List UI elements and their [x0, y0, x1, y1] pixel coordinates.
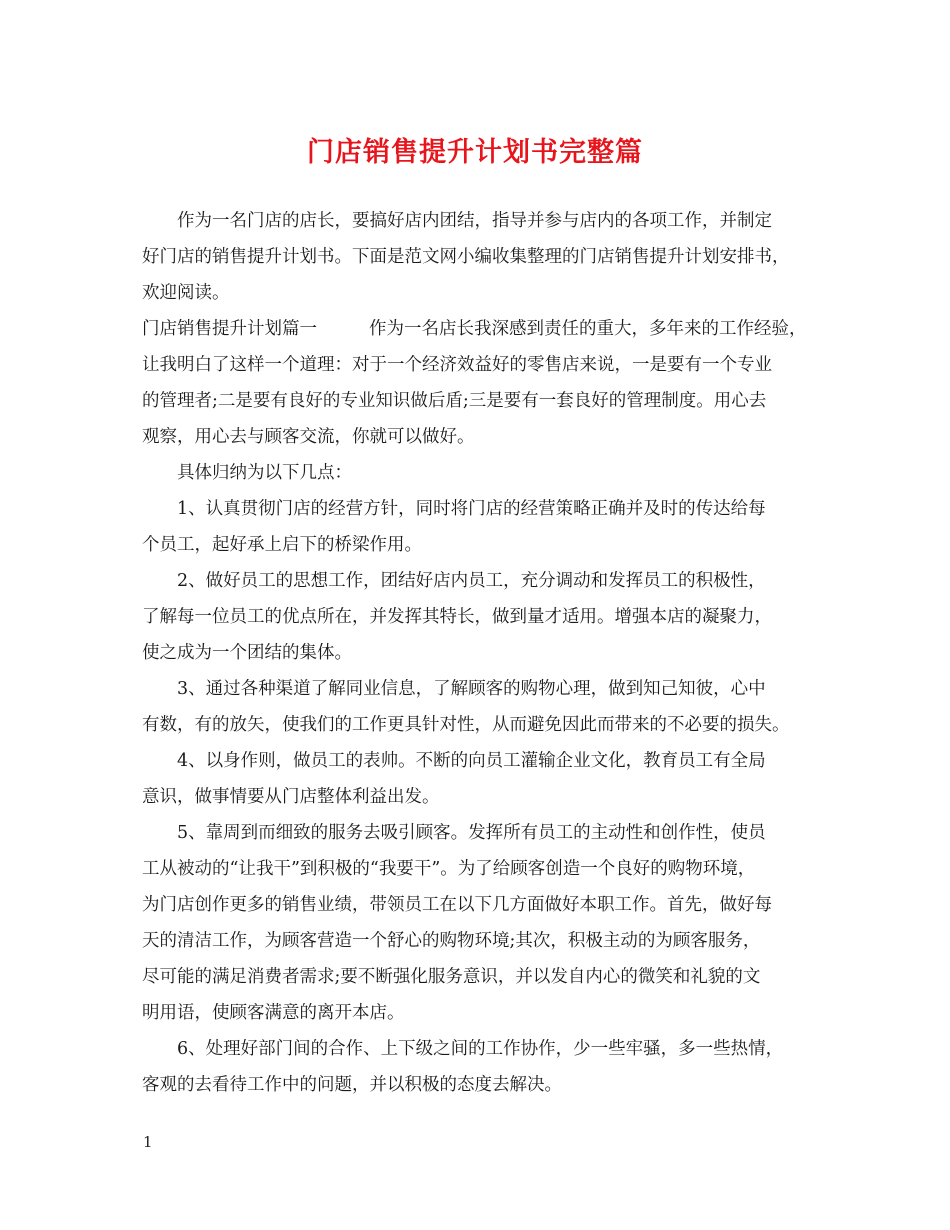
list-item-line: 为门店创作更多的销售业绩，带领员工在以下几方面做好本职工作。首先，做好每	[142, 895, 772, 915]
list-item-line: 意识，做事情要从门店整体利益出发。	[142, 787, 440, 807]
page-number: 1	[143, 1133, 153, 1151]
list-item-line: 尽可能的满足消费者需求;要不断强化服务意识，并以发自内心的微笑和礼貌的文	[142, 967, 761, 987]
list-item-line: 客观的去看待工作中的问题，并以积极的态度去解决。	[142, 1075, 562, 1095]
list-item-line: 1、认真贯彻门店的经营方针，同时将门店的经营策略正确并及时的传达给每	[177, 499, 766, 519]
paragraph-line: 具体归纳为以下几点：	[177, 463, 352, 483]
paragraph-text: 作为一名店长我深感到责任的重大，多年来的工作经验，	[369, 319, 807, 339]
paragraph-line: 让我明白了这样一个道理：对于一个经济效益好的零售店来说，一是要有一个专业	[142, 355, 772, 375]
list-item-line: 使之成为一个团结的集体。	[142, 643, 352, 663]
list-item-line: 天的清洁工作，为顾客营造一个舒心的购物环境;其次，积极主动的为顾客服务，	[142, 931, 761, 951]
list-item-line: 有数，有的放矢，使我们的工作更具针对性，从而避免因此而带来的不必要的损失。	[142, 715, 790, 735]
list-item-line: 明用语，使顾客满意的离开本店。	[142, 1003, 405, 1023]
paragraph-line: 欢迎阅读。	[142, 283, 230, 303]
document-title: 门店销售提升计划书完整篇	[307, 137, 643, 168]
list-item-line: 了解每一位员工的优点所在，并发挥其特长，做到量才适用。增强本店的凝聚力，	[142, 607, 772, 627]
section-heading-line	[142, 311, 832, 347]
list-item-line: 工从被动的“让我干”到积极的“我要干”。为了给顾客创造一个良好的购物环境，	[142, 859, 756, 879]
paragraph-line: 观察，用心去与顾客交流，你就可以做好。	[142, 427, 475, 447]
list-item-line: 2、做好员工的思想工作，团结好店内员工，充分调动和发挥员工的积极性，	[177, 571, 766, 591]
paragraph-line: 作为一名门店的店长，要搞好店内团结，指导并参与店内的各项工作，并制定	[177, 211, 772, 231]
list-item-line: 3、通过各种渠道了解同业信息，了解顾客的购物心理，做到知己知彼，心中	[177, 679, 766, 699]
document-body	[142, 203, 832, 1103]
list-item-line: 6、处理好部门间的合作、上下级之间的工作协作，少一些牢骚，多一些热情，	[177, 1039, 784, 1059]
paragraph-line: 的管理者;二是要有良好的专业知识做后盾;三是要有一套良好的管理制度。用心去	[142, 391, 767, 411]
list-item-line: 个员工，起好承上启下的桥梁作用。	[142, 535, 422, 555]
section-heading: 门店销售提升计划篇一	[142, 319, 317, 339]
list-item-line: 4、以身作则，做员工的表帅。不断的向员工灌输企业文化，教育员工有全局	[177, 751, 766, 771]
list-item-line: 5、靠周到而细致的服务去吸引顾客。发挥所有员工的主动性和创作性，使员	[177, 823, 766, 843]
paragraph-line: 好门店的销售提升计划书。下面是范文网小编收集整理的门店销售提升计划安排书，	[142, 247, 790, 267]
